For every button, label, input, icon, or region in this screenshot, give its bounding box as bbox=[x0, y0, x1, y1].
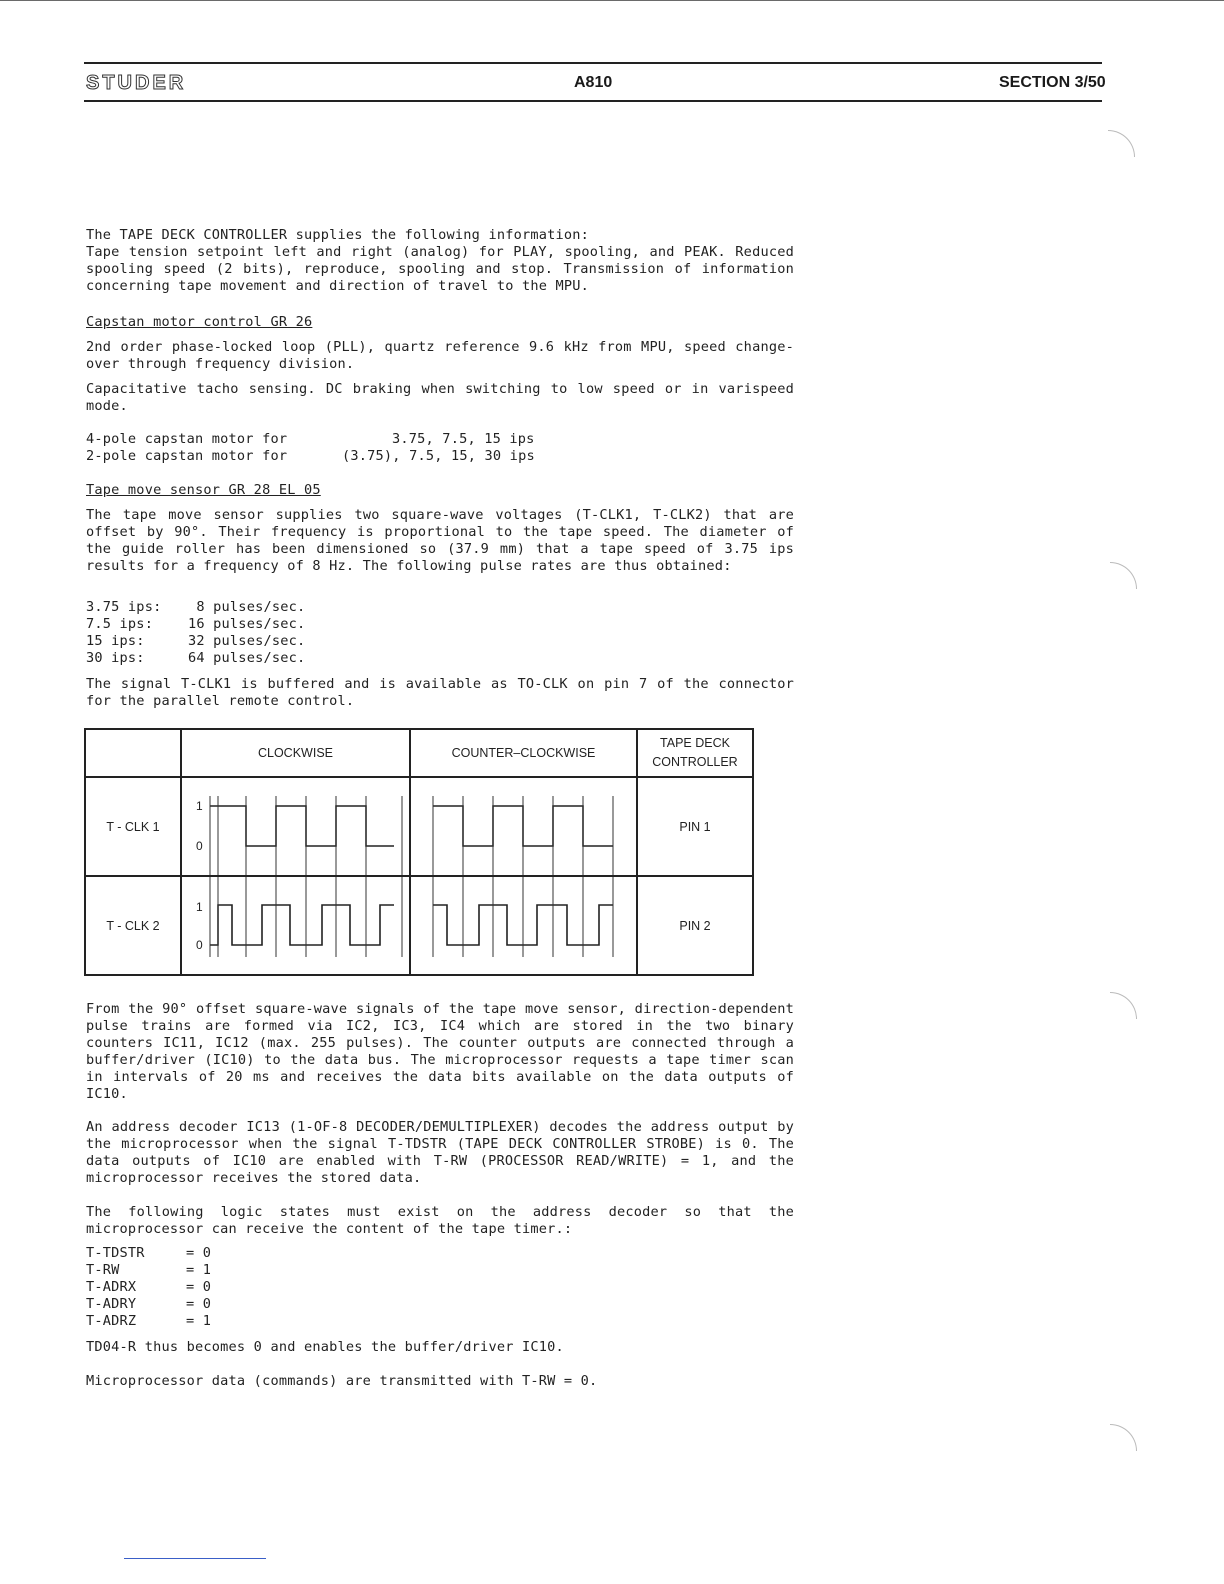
state-value: = 0 bbox=[186, 1245, 212, 1261]
motor-speeds: 3.75, 7.5, 15 ips bbox=[392, 431, 535, 447]
decoder-paragraph-2: An address decoder IC13 (1-OF-8 DECODER/DEMULTIPLEXER) decodes the address output by the microprocessor when the signal T-TDSTR (TAPE DECK CONTROLLER STROBE) is 0. The data outputs of IC10 are enabled with T-RW (PROCESSOR READ/WRITE) = 1, and the microprocessor receives the stored data. bbox=[86, 1119, 794, 1186]
state-name: T-ADRZ bbox=[86, 1313, 137, 1329]
state-value: = 0 bbox=[186, 1279, 212, 1295]
header-bottom-rule bbox=[84, 100, 1102, 102]
punch-hole-mark bbox=[1108, 130, 1135, 157]
sensor-paragraph-2: The signal T-CLK1 is buffered and is available as TO-CLK on pin 7 of the connector for the parallel remote control. bbox=[86, 676, 794, 709]
punch-hole-mark bbox=[1110, 1424, 1137, 1451]
state-value: = 1 bbox=[186, 1313, 212, 1329]
motor-row bbox=[86, 431, 794, 448]
capstan-p2-block bbox=[86, 381, 794, 415]
rate-value: 8 pulses/sec. bbox=[188, 599, 306, 615]
scan-top-line bbox=[0, 0, 1224, 1]
tclk1-counter-waveform bbox=[410, 777, 637, 876]
rate-speed: 7.5 ips: bbox=[86, 616, 154, 632]
state-name: T-ADRY bbox=[86, 1296, 137, 1312]
model-label: A810 bbox=[574, 74, 613, 91]
rate-speed: 3.75 ips: bbox=[86, 599, 162, 615]
decoder-paragraph-1: From the 90° offset square-wave signals of the tape move sensor, direction-dependent pulse trains are formed via IC2, IC3, IC4 which are stored in the two binary counters IC11, IC12 (max. 255 pulses). The counter outputs are connected through a buffer/driver (IC10) to the data bus. The microprocessor requests a tape timer scan in intervals of 20 ms and receives the data bits available on the data outputs of IC10. bbox=[86, 1001, 794, 1102]
table-row bbox=[85, 777, 753, 876]
timing-ticks bbox=[210, 796, 402, 875]
motor-row bbox=[86, 448, 794, 465]
rate-row bbox=[86, 633, 794, 650]
state-name: T-RW bbox=[86, 1262, 120, 1278]
decoder-paragraph-4: TD04-R thus becomes 0 and enables the buffer/driver IC10. bbox=[86, 1339, 564, 1355]
state-value: = 0 bbox=[186, 1296, 212, 1312]
sensor-p1-block bbox=[86, 507, 794, 575]
col-counter-clockwise: COUNTER–CLOCKWISE bbox=[410, 729, 637, 777]
row-label-tclk1: T - CLK 1 bbox=[85, 777, 181, 876]
level-low-label: 0 bbox=[196, 839, 203, 853]
motor-speeds: (3.75), 7.5, 15, 30 ips bbox=[342, 448, 535, 464]
timing-ticks bbox=[433, 796, 613, 875]
logic-state-list bbox=[86, 1245, 794, 1330]
sensor-p2-block bbox=[86, 676, 794, 710]
rate-value: 64 pulses/sec. bbox=[188, 650, 306, 666]
decoder-paragraph-3: The following logic states must exist on the address decoder so that the microprocessor can receive the content of the tape timer.: bbox=[86, 1204, 794, 1237]
decoder-paragraph-5: Microprocessor data (commands) are transmitted with T-RW = 0. bbox=[86, 1373, 598, 1389]
rate-row bbox=[86, 599, 794, 616]
sensor-paragraph-1: The tape move sensor supplies two square-wave voltages (T-CLK1, T-CLK2) that are offset by 90°. Their frequency is proportional to the tape speed. The diameter of the guide roller has been dimensioned so (37.9 mm) that a tape speed of 3.75 ips results for a frequency of 8 Hz. The following pulse rates are thus obtained: bbox=[86, 507, 794, 574]
studer-logo: STUDER bbox=[86, 72, 187, 94]
level-high-label: 1 bbox=[196, 900, 203, 914]
rate-row bbox=[86, 650, 794, 667]
rate-value: 32 pulses/sec. bbox=[188, 633, 306, 649]
capstan-paragraph-2: Capacitative tacho sensing. DC braking when switching to low speed or in varispeed mode. bbox=[86, 381, 794, 414]
intro-block bbox=[86, 227, 794, 295]
capstan-section bbox=[86, 314, 794, 331]
state-name: T-ADRX bbox=[86, 1279, 137, 1295]
capstan-paragraph-1: 2nd order phase-locked loop (PLL), quartz reference 9.6 kHz from MPU, speed change-over through frequency division. bbox=[86, 339, 794, 372]
tclk2-counter-waveform bbox=[410, 876, 637, 975]
sensor-heading: Tape move sensor GR 28 EL 05 bbox=[86, 482, 321, 498]
pulse-rate-list bbox=[86, 599, 794, 667]
state-row bbox=[86, 1245, 794, 1262]
footer-line bbox=[124, 1558, 266, 1559]
state-row bbox=[86, 1262, 794, 1279]
decoder-p3-block bbox=[86, 1204, 794, 1238]
decoder-p4-block bbox=[86, 1339, 794, 1356]
capstan-heading: Capstan motor control GR 26 bbox=[86, 314, 313, 330]
decoder-p1-block bbox=[86, 1001, 794, 1103]
state-row bbox=[86, 1296, 794, 1313]
sensor-section bbox=[86, 482, 794, 499]
rate-speed: 15 ips: bbox=[86, 633, 145, 649]
row-label-tclk2: T - CLK 2 bbox=[85, 876, 181, 975]
capstan-p1-block bbox=[86, 339, 794, 373]
punch-hole-mark bbox=[1110, 992, 1137, 1019]
rate-speed: 30 ips: bbox=[86, 650, 145, 666]
motor-list bbox=[86, 431, 794, 465]
table-header-row bbox=[85, 729, 753, 777]
motor-label: 2-pole capstan motor for bbox=[86, 448, 288, 464]
intro-text: Tape tension setpoint left and right (analog) for PLAY, spooling, and PEAK. Reduced spooling speed (2 bits), reproduce, spooling and stop. Transmission of information concerning tape movement and direction of travel to the MPU. bbox=[86, 244, 794, 294]
intro-lead: The TAPE DECK CONTROLLER supplies the following information: bbox=[86, 227, 590, 243]
col-clockwise: CLOCKWISE bbox=[181, 729, 410, 777]
col-tape-deck-controller: TAPE DECK CONTROLLER bbox=[637, 729, 753, 777]
motor-label: 4-pole capstan motor for bbox=[86, 431, 288, 447]
table-corner-cell bbox=[85, 729, 181, 777]
state-row bbox=[86, 1279, 794, 1296]
table-row bbox=[85, 876, 753, 975]
header-top-rule bbox=[84, 62, 1102, 64]
state-value: = 1 bbox=[186, 1262, 212, 1278]
state-name: T-TDSTR bbox=[86, 1245, 145, 1261]
tclk1-clockwise-waveform bbox=[181, 777, 410, 876]
state-row bbox=[86, 1313, 794, 1330]
punch-hole-mark bbox=[1110, 562, 1137, 589]
pin-1-cell: PIN 1 bbox=[637, 777, 753, 876]
decoder-p5-block bbox=[86, 1373, 794, 1390]
section-label: SECTION 3/50 bbox=[999, 74, 1106, 91]
rate-value: 16 pulses/sec. bbox=[188, 616, 306, 632]
tclk2-clockwise-waveform bbox=[181, 876, 410, 975]
signal-timing-table bbox=[84, 728, 754, 976]
level-high-label: 1 bbox=[196, 799, 203, 813]
decoder-p2-block bbox=[86, 1119, 794, 1187]
level-low-label: 0 bbox=[196, 938, 203, 952]
rate-row bbox=[86, 616, 794, 633]
pin-2-cell: PIN 2 bbox=[637, 876, 753, 975]
